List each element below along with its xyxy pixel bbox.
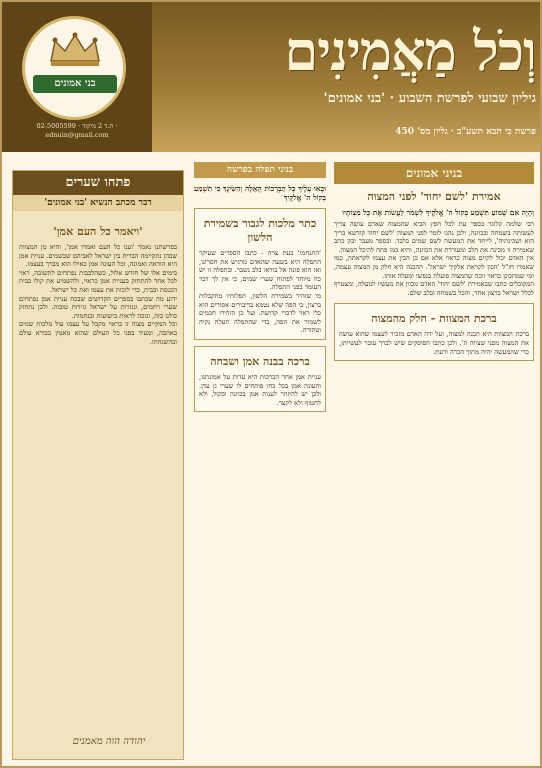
left-column — [12, 170, 184, 760]
article-paragraph: וכל המקיים מצוה זו כראוי מקבל על עצמו עול מלכות שמים באהבה, ומעיד בפני כל העולם שהוא מאמין בבורא עולם ובהשגחתו. — [19, 320, 177, 346]
issue-info: פרשת כי תבא תשע"ב · גליון מס' 450 — [395, 127, 536, 137]
crown-icon — [47, 31, 103, 67]
box-heading: כתר מלכות לגבור בשמירת הלשון — [203, 217, 317, 244]
box-paragraph: מי שזהיר בשמירת הלשון, תפלותיו מתקבלות ברצון, כי הפה שלא נטמא בדיבורים אסורים הוא כלי ראוי לדברי קדושה. ועל כן הזהירו חכמים לשמור את הפה, כדי שהתפלה תעלה נקיה וטהורה. — [199, 291, 321, 335]
section-header: בניני אמונים — [334, 162, 534, 184]
box-paragraph: 'התנחמו' בעת צרה - כתבו הספרים שעיקר התפלה היא בשעה שהאדם מרגיש את חסרונו, ואז הוא פונה אל בוראו בלב נשבר. ובתפלה זו יש כח מיוחד לפתוח שערי שמים, כי אין לך דבר העומד בפני התפלה. — [199, 249, 321, 292]
box-paragraph: עניית אמן אחר הברכות היא עדות על אמונתנו, והעונה אמן בכל כחו פותחים לו שערי גן עדן. ולכן יש להיזהר לענות אמן בכוונה ובקול, ולא לחטוף ולא לקצר. — [199, 372, 321, 407]
right-column — [334, 162, 534, 760]
article-lead: וְהָיָה אִם שָׁמוֹעַ תִּשְׁמַע בְּקוֹל ה' אֱלֹקֶיךָ לִשְׁמֹר לַעֲשׂוֹת אֶת כָּל מִצְוֹתָיו — [342, 208, 534, 217]
column-subtitle: דבר מכתב הנשיא 'בני אמונים' — [13, 195, 183, 211]
sidebar-box — [334, 303, 534, 361]
article-paragraph: ידוע מה שכתבו בספרים הקדושים שבכח עניית אמן נפתחים שערי רחמים, ונגזרות על ישראל גזירות טובות. ולכן נתחזק כולנו בזה, ונזכה לראות בישועות ובנחמות. — [19, 294, 177, 320]
middle-column — [194, 162, 326, 760]
logo-panel — [2, 2, 152, 152]
box-heading: ברכה בבנה אמן ושבחה — [210, 354, 310, 368]
masthead-title: וְכֹל מַאֲמִינִים — [284, 19, 536, 83]
column-title: פתחו שערים — [13, 171, 183, 195]
article-paragraph: בימים אלו של חודש אלול, כשהלבבות נפתחים לתשובה, ראוי לכל אחד להתחזק בעניית אמן כראוי, ולהשמיע את קולו בבית הכנסת ובבית, כדי לזכות את עצמו ואת כל ישראל. — [19, 268, 177, 294]
article-paragraph: בפרשתנו נאמר 'וענו כל העם ואמרו אמן', והיא מן המצוות שבהן נתקיימה הברית בין ישראל לאביהם שבשמים. עניית אמן היא הודאה ואמונה, וכל העונה אמן כאילו הוא מברך בעצמו. — [19, 243, 177, 269]
box-paragraph: ברכת המצוות היא הכנה למצוה, ועל ידה האדם מזכיר לעצמו שהוא עושה את המצוה מפני שציוה ה'. ולכן כתבו הפוסקים שיש לברך עובר לעשייתן, כדי שהמעשה יהיה מתוך הכרה ודעת. — [339, 330, 529, 356]
box-heading: ברכת המצוות - חלק מהמצוה — [371, 312, 497, 326]
masthead-header — [2, 2, 542, 152]
article-paragraph: אין האדם יכול לקיים מצוה כראוי אלא אם כן הכין את עצמו לקראתה, כמו שאמרו חז"ל 'הכון לקראת אלקיך ישראל'. ההכנה היא חלק מן המצוה עצמה, ומי שמתכונן כראוי זוכה שהמצוה פועלת בנפשו ומעלה אותו. — [334, 254, 534, 280]
article-paragraph: המקובלים כתבו שבאמירת 'לשם יחוד' האדם מכוון את מעשיו למעלה, ומצטרף לכלל ישראל ברצון אחד, והכל בשמחה ובלב שלם. — [334, 280, 534, 297]
logo-emblem — [22, 16, 126, 120]
contact-info: ת.ד 2 מיקוד · 02-5005599 · ednuin@gmail.com — [36, 122, 118, 139]
article-heading: אמירת 'לשם יחוד' לפני המצוה — [367, 190, 501, 203]
signature: יהודה הוה מאמנים — [72, 736, 146, 747]
article-paragraph: רבי שלמה קלוגר בספר עת לכל חפץ הביא שהמצוה שאדם עושה צריך לעשותה בשמחה ובכוונה, ולכן נהגו לומר לפני המצוה 'לשם יחוד קודשא בריך הוא ושכינתיה', לייחד את המעשה לשם שמים בלבד. ובספר מעבר יבק כתב שאמירה זו מכינה את הלב ומעוררת את הכוונה, והיא כמו פתח להיכל המצוה. — [334, 220, 534, 254]
prayer-box — [194, 208, 326, 340]
column-body — [13, 217, 183, 350]
amen-box — [194, 346, 326, 412]
section-header: בניני תפלה בפרשה — [194, 162, 326, 178]
logo-banner: בני אמונים — [33, 75, 117, 93]
verse-intro: וּבָאוּ עָלֶיךָ כָּל הַבְּרָכוֹת הָאֵלֶּה וְהִשִּׂיגֻךָ כִּי תִשְׁמַע בְּקוֹל ה' אֱלֹקֶיךָ — [194, 184, 326, 202]
masthead-subtitle: גיליון שבועי לפרשת השבוע · 'בני אמונים' — [323, 91, 536, 106]
article-heading: 'ויאמר כל העם אמן' — [53, 225, 143, 238]
